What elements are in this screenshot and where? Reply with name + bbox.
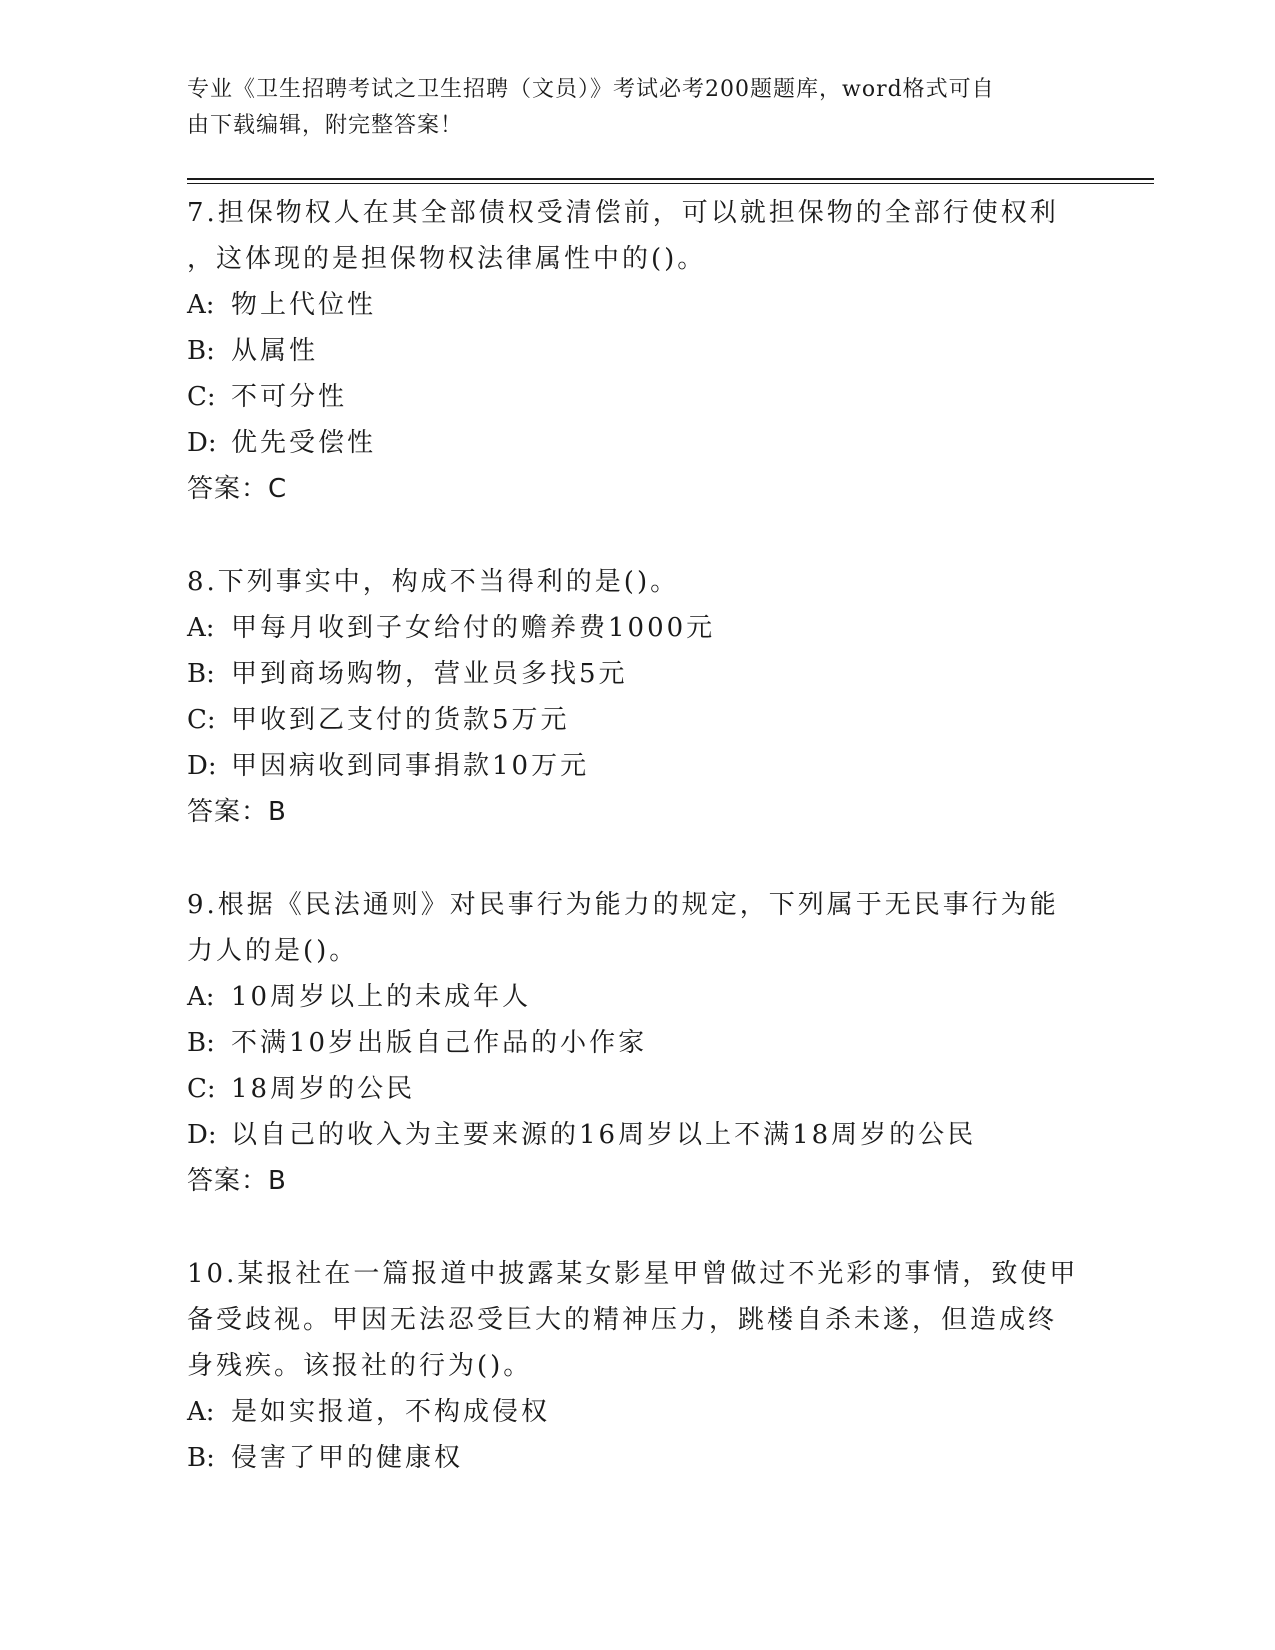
answer-option xyxy=(187,651,1087,697)
question-stem-line: 9.根据《民法通则》对民事行为能力的规定，下列属于无民事行为能 xyxy=(187,890,1059,920)
option-text: 18周岁的公民 xyxy=(231,1074,416,1104)
option-text: 从属性 xyxy=(231,336,319,366)
option-text: 甲到商场购物，营业员多找5元 xyxy=(231,659,628,689)
question-block xyxy=(187,1251,1087,1481)
option-key: A: xyxy=(187,613,215,643)
question-block xyxy=(187,882,1087,1204)
header-divider xyxy=(187,178,1154,180)
option-text: 物上代位性 xyxy=(231,290,377,320)
answer-option xyxy=(187,1112,1087,1158)
answer-line: 答案：C xyxy=(187,474,288,504)
header-line-2: 由下载编辑，附完整答案！ xyxy=(187,113,464,138)
option-key: C: xyxy=(187,1074,216,1104)
option-key: D: xyxy=(187,751,217,781)
answer-option xyxy=(187,328,1087,374)
option-text: 优先受偿性 xyxy=(231,428,377,458)
answer-option xyxy=(187,1389,1087,1435)
option-key: C: xyxy=(187,705,216,735)
option-key: B: xyxy=(187,336,215,366)
question-stem-line: 备受歧视。甲因无法忍受巨大的精神压力，跳楼自杀未遂，但造成终 xyxy=(187,1305,1058,1335)
option-key: B: xyxy=(187,1028,215,1058)
answer-option xyxy=(187,282,1087,328)
option-key: B: xyxy=(187,1443,215,1473)
question-block xyxy=(187,559,1087,835)
option-text: 不满10岁出版自己作品的小作家 xyxy=(231,1028,648,1058)
question-stem-line: 10.某报社在一篇报道中披露某女影星甲曾做过不光彩的事情，致使甲 xyxy=(187,1259,1079,1289)
option-key: B: xyxy=(187,659,215,689)
header-line-1: 专业《卫生招聘考试之卫生招聘（文员）》考试必考200题题库，word格式可自 xyxy=(187,77,995,102)
answer-option xyxy=(187,1066,1087,1112)
option-text: 不可分性 xyxy=(231,382,348,412)
answer-option xyxy=(187,374,1087,420)
option-key: D: xyxy=(187,428,217,458)
option-key: C: xyxy=(187,382,216,412)
option-text: 侵害了甲的健康权 xyxy=(231,1443,464,1473)
answer-option xyxy=(187,1435,1087,1481)
option-text: 以自己的收入为主要来源的16周岁以上不满18周岁的公民 xyxy=(231,1120,977,1150)
answer-option xyxy=(187,605,1087,651)
answer-option xyxy=(187,1020,1087,1066)
option-key: D: xyxy=(187,1120,217,1150)
question-stem-line: 力人的是()。 xyxy=(187,936,359,966)
option-key: A: xyxy=(187,982,215,1012)
answer-option xyxy=(187,697,1087,743)
option-text: 10周岁以上的未成年人 xyxy=(231,982,532,1012)
question-stem-line: 7.担保物权人在其全部债权受清偿前，可以就担保物的全部行使权利 xyxy=(187,198,1059,228)
option-key: A: xyxy=(187,1397,215,1427)
question-stem-line: 身残疾。该报社的行为()。 xyxy=(187,1351,533,1381)
answer-line: 答案：B xyxy=(187,797,287,827)
option-text: 甲每月收到子女给付的赡养费1000元 xyxy=(231,613,716,643)
question-stem-line: ，这体现的是担保物权法律属性中的()。 xyxy=(187,244,707,274)
question-stem-line: 8.下列事实中，构成不当得利的是()。 xyxy=(187,567,680,597)
header-divider-thin xyxy=(187,183,1154,184)
answer-option xyxy=(187,420,1087,466)
option-text: 甲因病收到同事捐款10万元 xyxy=(231,751,590,781)
question-list xyxy=(187,190,1087,1528)
option-key: A: xyxy=(187,290,215,320)
answer-option xyxy=(187,974,1087,1020)
option-text: 甲收到乙支付的货款5万元 xyxy=(231,705,570,735)
answer-option xyxy=(187,743,1087,789)
answer-line: 答案：B xyxy=(187,1166,287,1196)
question-block xyxy=(187,190,1087,512)
option-text: 是如实报道，不构成侵权 xyxy=(231,1397,551,1427)
page-header xyxy=(187,72,1067,144)
